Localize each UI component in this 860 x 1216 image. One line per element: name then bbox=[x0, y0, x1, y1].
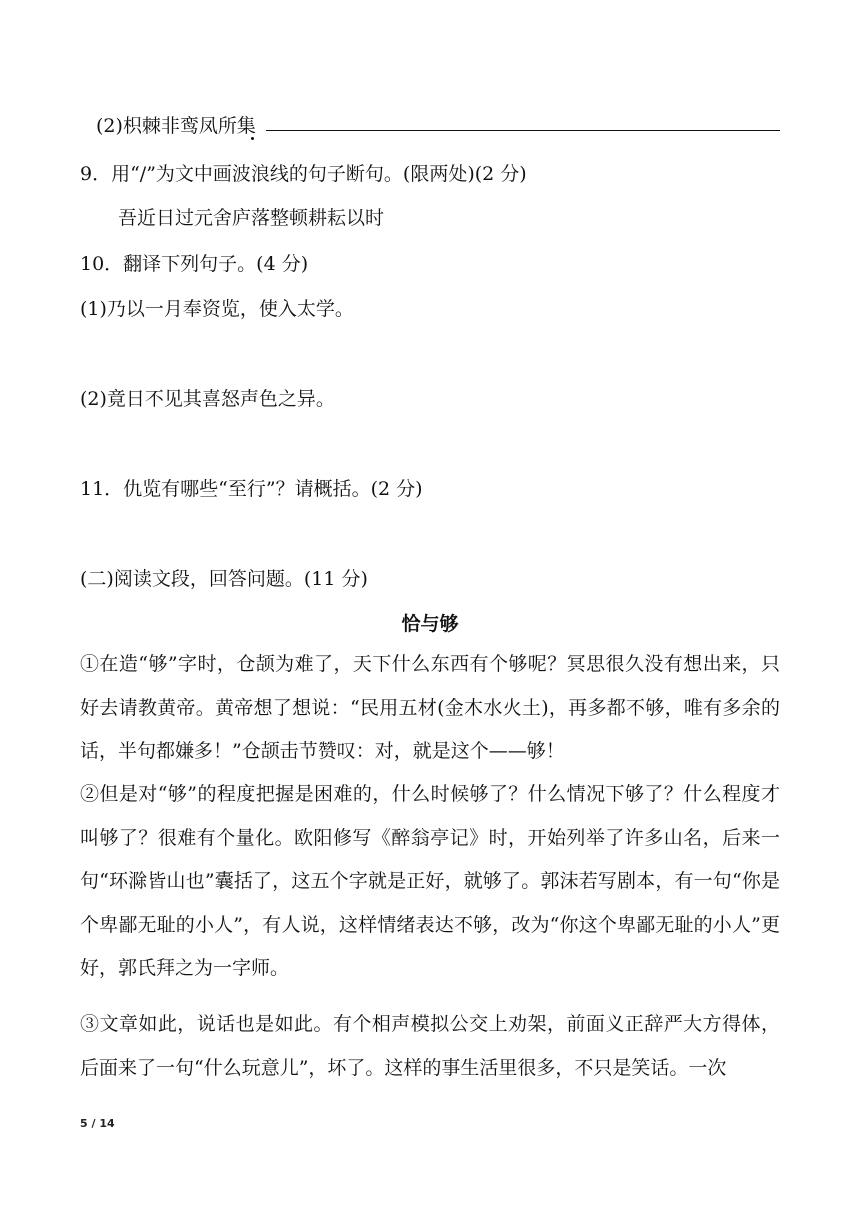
article-paragraph-1: ①在造“够”字时，仓颉为难了，天下什么东西有个够呢？冥思很久没有想出来，只好去请教黄帝。黄帝想了想说：“民用五材(金木水火土)，再多都不够，唯有多余的话，半句都嫌多！”仓颉击节赞叹：对，就是这个——够！ bbox=[80, 653, 780, 762]
page-number: 5 / 14 bbox=[80, 1117, 115, 1130]
q8-item-2: (2)枳棘非鸾凤所集 bbox=[96, 115, 256, 137]
question-10-item-2: (2)竟日不见其喜怒声色之异。 bbox=[80, 388, 335, 410]
article-paragraph-3: ③文章如此，说话也是如此。有个相声模拟公交上劝架，前面义正辞严大方得体，后面来了一句“什么玩意儿”，坏了。这样的事生活里很多，不只是笑话。一次 bbox=[80, 1013, 780, 1079]
question-10-item-1: (1)乃以一月奉资览，使入太学。 bbox=[80, 298, 354, 320]
section-2-heading: (二)阅读文段，回答问题。(11 分) bbox=[80, 568, 368, 590]
answer-line bbox=[266, 130, 780, 131]
article-title: 恰与够 bbox=[401, 613, 459, 635]
question-9-sentence: 吾近日过元舍庐落整顿耕耘以时 bbox=[118, 207, 385, 229]
article-paragraph-2: ②但是对“够”的程度把握是困难的，什么时候够了？什么情况下够了？什么程度才叫够了？很难有个量化。欧阳修写《醉翁亭记》时，开始列举了许多山名，后来一句“环滁皆山也”囊括了，这五个字就是正好，就够了。郭沫若写剧本，有一句“你是个卑鄙无耻的小人”，有人说，这样情绪表达不够，改为“你这个卑鄙无耻的小人”更好，郭氏拜之为一字师。 bbox=[80, 783, 780, 979]
question-11: 11．仇览有哪些“至行”？请概括。(2 分) bbox=[80, 478, 423, 500]
question-9: 9．用“/”为文中画波浪线的句子断句。(限两处)(2 分) bbox=[80, 163, 527, 185]
question-10: 10．翻译下列句子。(4 分) bbox=[80, 253, 309, 275]
emphasis-dot bbox=[251, 137, 254, 140]
